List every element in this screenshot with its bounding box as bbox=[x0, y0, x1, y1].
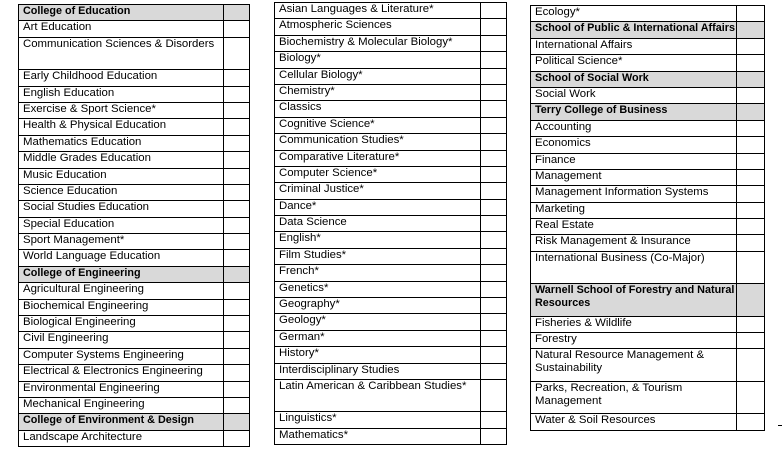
table-row bbox=[275, 379, 507, 411]
checkbox-cell[interactable] bbox=[224, 283, 250, 299]
checkbox-cell[interactable] bbox=[481, 101, 507, 117]
major-name: Water & Soil Resources bbox=[531, 414, 737, 430]
major-name: Political Science* bbox=[531, 55, 737, 71]
checkbox-cell[interactable] bbox=[481, 330, 507, 346]
table-row bbox=[19, 348, 250, 364]
table-row bbox=[531, 120, 765, 136]
checkbox-cell[interactable] bbox=[481, 68, 507, 84]
section-header-row bbox=[19, 5, 250, 21]
table-row bbox=[275, 199, 507, 215]
table-row bbox=[275, 68, 507, 84]
major-name: Mathematics Education bbox=[19, 135, 224, 151]
checkbox-cell[interactable] bbox=[737, 120, 765, 136]
table-row bbox=[19, 299, 250, 315]
table-row bbox=[531, 153, 765, 169]
major-name: Fisheries & Wildlife bbox=[531, 316, 737, 332]
major-name: Classics bbox=[275, 101, 481, 117]
table-row bbox=[19, 332, 250, 348]
checkbox-cell[interactable] bbox=[481, 3, 507, 19]
checkbox-cell bbox=[224, 5, 250, 21]
checkbox-cell[interactable] bbox=[224, 348, 250, 364]
checkbox-cell[interactable] bbox=[224, 102, 250, 118]
checkbox-cell bbox=[737, 22, 765, 38]
checkbox-cell[interactable] bbox=[224, 152, 250, 168]
checkbox-cell[interactable] bbox=[481, 35, 507, 51]
checkbox-cell bbox=[737, 104, 765, 120]
table-row bbox=[19, 250, 250, 266]
table-row bbox=[19, 184, 250, 200]
table-row bbox=[531, 235, 765, 251]
checkbox-cell bbox=[737, 284, 765, 316]
major-name: Environmental Engineering bbox=[19, 381, 224, 397]
major-name: Communication Studies* bbox=[275, 134, 481, 150]
checkbox-cell bbox=[224, 414, 250, 430]
table-row bbox=[531, 219, 765, 235]
table-row bbox=[19, 37, 250, 69]
checkbox-cell[interactable] bbox=[224, 316, 250, 332]
checkbox-cell[interactable] bbox=[481, 298, 507, 314]
section-header-row bbox=[531, 104, 765, 120]
checkbox-cell[interactable] bbox=[224, 184, 250, 200]
majors-table-2 bbox=[274, 2, 507, 445]
table-row bbox=[531, 169, 765, 185]
major-name: Cellular Biology* bbox=[275, 68, 481, 84]
major-name: Accounting bbox=[531, 120, 737, 136]
table-row bbox=[275, 232, 507, 248]
table-row bbox=[531, 87, 765, 103]
checkbox-cell[interactable] bbox=[737, 38, 765, 54]
major-name: Middle Grades Education bbox=[19, 152, 224, 168]
major-name: Ecology* bbox=[531, 6, 737, 22]
table-row bbox=[531, 6, 765, 22]
checkbox-cell[interactable] bbox=[224, 381, 250, 397]
checkbox-cell[interactable] bbox=[481, 248, 507, 264]
major-name: International Affairs bbox=[531, 38, 737, 54]
table-row bbox=[275, 150, 507, 166]
table-row bbox=[531, 414, 765, 430]
section-header: Terry College of Business bbox=[531, 104, 737, 120]
checkbox-cell bbox=[224, 266, 250, 282]
majors-table-3 bbox=[530, 5, 765, 431]
table-row bbox=[19, 365, 250, 381]
table-row bbox=[531, 55, 765, 71]
major-name: History* bbox=[275, 347, 481, 363]
table-row bbox=[19, 381, 250, 397]
majors-table-1 bbox=[18, 4, 250, 447]
table-row bbox=[19, 119, 250, 135]
checkbox-cell[interactable] bbox=[481, 265, 507, 281]
checkbox-cell[interactable] bbox=[737, 381, 765, 413]
checkbox-cell[interactable] bbox=[481, 166, 507, 182]
major-name: Marketing bbox=[531, 202, 737, 218]
table-row bbox=[19, 70, 250, 86]
table-row bbox=[275, 363, 507, 379]
major-name: Interdisciplinary Studies bbox=[275, 363, 481, 379]
table-row bbox=[275, 52, 507, 68]
checkbox-cell[interactable] bbox=[224, 201, 250, 217]
major-name: Social Studies Education bbox=[19, 201, 224, 217]
table-row bbox=[275, 314, 507, 330]
major-name: Comparative Literature* bbox=[275, 150, 481, 166]
table-row bbox=[19, 152, 250, 168]
major-name: Biochemistry & Molecular Biology* bbox=[275, 35, 481, 51]
checkbox-cell[interactable] bbox=[737, 137, 765, 153]
major-name: Health & Physical Education bbox=[19, 119, 224, 135]
major-name: Forestry bbox=[531, 333, 737, 349]
section-header-row bbox=[19, 266, 250, 282]
major-name: Electrical & Electronics Engineering bbox=[19, 365, 224, 381]
major-name: Linguistics* bbox=[275, 412, 481, 428]
major-name: Natural Resource Management & Sustainability bbox=[531, 349, 737, 381]
checkbox-cell[interactable] bbox=[481, 199, 507, 215]
table-row bbox=[275, 134, 507, 150]
major-name: Biology* bbox=[275, 52, 481, 68]
major-name: Management Information Systems bbox=[531, 186, 737, 202]
section-header: School of Public & International Affairs bbox=[531, 22, 737, 38]
major-name: Criminal Justice* bbox=[275, 183, 481, 199]
checkbox-cell[interactable] bbox=[481, 183, 507, 199]
major-name: Exercise & Sport Science* bbox=[19, 102, 224, 118]
column-3 bbox=[530, 5, 765, 431]
checkbox-cell[interactable] bbox=[481, 19, 507, 35]
section-header: Warnell School of Forestry and Natural Resources bbox=[531, 284, 737, 316]
table-row bbox=[275, 166, 507, 182]
checkbox-cell[interactable] bbox=[224, 430, 250, 446]
table-row bbox=[275, 101, 507, 117]
major-name: Landscape Architecture bbox=[19, 430, 224, 446]
checkbox-cell[interactable] bbox=[481, 379, 507, 411]
checkbox-cell[interactable] bbox=[224, 365, 250, 381]
table-row bbox=[19, 86, 250, 102]
table-row bbox=[275, 347, 507, 363]
major-name: Geography* bbox=[275, 298, 481, 314]
checkbox-cell[interactable] bbox=[481, 412, 507, 428]
major-name: Atmospheric Sciences bbox=[275, 19, 481, 35]
major-name: German* bbox=[275, 330, 481, 346]
table-row bbox=[19, 168, 250, 184]
checkbox-cell[interactable] bbox=[224, 217, 250, 233]
checkbox-cell[interactable] bbox=[224, 135, 250, 151]
table-row bbox=[275, 248, 507, 264]
table-row bbox=[275, 19, 507, 35]
major-name: Mathematics* bbox=[275, 428, 481, 444]
major-name: Cognitive Science* bbox=[275, 117, 481, 133]
major-name: Asian Languages & Literature* bbox=[275, 3, 481, 19]
table-row bbox=[19, 234, 250, 250]
checkbox-cell[interactable] bbox=[481, 281, 507, 297]
checkbox-cell[interactable] bbox=[737, 202, 765, 218]
section-header: College of Engineering bbox=[19, 266, 224, 282]
major-name: Early Childhood Education bbox=[19, 70, 224, 86]
major-name: Computer Science* bbox=[275, 166, 481, 182]
checkbox-cell[interactable] bbox=[224, 119, 250, 135]
table-row bbox=[275, 117, 507, 133]
table-row bbox=[19, 316, 250, 332]
section-header: School of Social Work bbox=[531, 71, 737, 87]
section-header: College of Environment & Design bbox=[19, 414, 224, 430]
checkbox-cell[interactable] bbox=[481, 428, 507, 444]
column-1 bbox=[18, 4, 250, 447]
major-name: Computer Systems Engineering bbox=[19, 348, 224, 364]
checkbox-cell[interactable] bbox=[737, 186, 765, 202]
checkbox-cell[interactable] bbox=[481, 150, 507, 166]
major-name: Chemistry* bbox=[275, 84, 481, 100]
table-row bbox=[19, 21, 250, 37]
table-row bbox=[275, 281, 507, 297]
major-name: Film Studies* bbox=[275, 248, 481, 264]
major-name: Risk Management & Insurance bbox=[531, 235, 737, 251]
checkbox-cell[interactable] bbox=[224, 234, 250, 250]
checkbox-cell[interactable] bbox=[481, 134, 507, 150]
table-row bbox=[531, 333, 765, 349]
major-name: Mechanical Engineering bbox=[19, 397, 224, 413]
major-name: English* bbox=[275, 232, 481, 248]
section-header-row bbox=[531, 22, 765, 38]
checkbox-cell[interactable] bbox=[224, 332, 250, 348]
checkbox-cell[interactable] bbox=[737, 333, 765, 349]
major-name: Genetics* bbox=[275, 281, 481, 297]
major-name: French* bbox=[275, 265, 481, 281]
table-row bbox=[275, 412, 507, 428]
major-name: Parks, Recreation, & Tourism Management bbox=[531, 381, 737, 413]
major-name: Art Education bbox=[19, 21, 224, 37]
table-row bbox=[275, 84, 507, 100]
major-name: Science Education bbox=[19, 184, 224, 200]
table-row bbox=[531, 251, 765, 283]
major-name: Latin American & Caribbean Studies* bbox=[275, 379, 481, 411]
checkbox-cell[interactable] bbox=[737, 87, 765, 103]
major-name: Dance* bbox=[275, 199, 481, 215]
page-mark bbox=[778, 425, 782, 426]
checkbox-cell[interactable] bbox=[481, 52, 507, 68]
column-2 bbox=[274, 2, 507, 445]
major-name: Biochemical Engineering bbox=[19, 299, 224, 315]
checkbox-cell[interactable] bbox=[224, 21, 250, 37]
checkbox-cell[interactable] bbox=[224, 37, 250, 69]
checkbox-cell[interactable] bbox=[481, 84, 507, 100]
table-row bbox=[19, 102, 250, 118]
table-row bbox=[19, 397, 250, 413]
major-name: Civil Engineering bbox=[19, 332, 224, 348]
table-row bbox=[531, 202, 765, 218]
major-name: Biological Engineering bbox=[19, 316, 224, 332]
checkbox-cell[interactable] bbox=[481, 363, 507, 379]
major-name: Data Science bbox=[275, 216, 481, 232]
table-row bbox=[531, 38, 765, 54]
table-row bbox=[19, 283, 250, 299]
table-row bbox=[531, 316, 765, 332]
checkbox-cell[interactable] bbox=[481, 232, 507, 248]
major-name: English Education bbox=[19, 86, 224, 102]
major-name: World Language Education bbox=[19, 250, 224, 266]
checkbox-cell[interactable] bbox=[224, 250, 250, 266]
table-row bbox=[275, 330, 507, 346]
table-row bbox=[19, 217, 250, 233]
table-row bbox=[275, 265, 507, 281]
table-row bbox=[531, 186, 765, 202]
major-name: Sport Management* bbox=[19, 234, 224, 250]
major-name: Music Education bbox=[19, 168, 224, 184]
table-row bbox=[275, 35, 507, 51]
checkbox-cell[interactable] bbox=[481, 314, 507, 330]
checkbox-cell[interactable] bbox=[481, 117, 507, 133]
table-row bbox=[531, 137, 765, 153]
major-name: Finance bbox=[531, 153, 737, 169]
major-name: Geology* bbox=[275, 314, 481, 330]
checkbox-cell[interactable] bbox=[737, 219, 765, 235]
table-row bbox=[275, 3, 507, 19]
checkbox-cell[interactable] bbox=[737, 153, 765, 169]
major-name: Real Estate bbox=[531, 219, 737, 235]
major-name: Communication Sciences & Disorders bbox=[19, 37, 224, 69]
table-row bbox=[275, 216, 507, 232]
checkbox-cell[interactable] bbox=[737, 251, 765, 283]
checkbox-cell[interactable] bbox=[737, 235, 765, 251]
checkbox-cell[interactable] bbox=[737, 6, 765, 22]
section-header: College of Education bbox=[19, 5, 224, 21]
checkbox-cell[interactable] bbox=[481, 216, 507, 232]
checkbox-cell[interactable] bbox=[737, 349, 765, 381]
section-header-row bbox=[19, 414, 250, 430]
table-row bbox=[19, 135, 250, 151]
section-header-row bbox=[531, 284, 765, 316]
checkbox-cell[interactable] bbox=[737, 55, 765, 71]
checkbox-cell[interactable] bbox=[481, 347, 507, 363]
table-row bbox=[531, 381, 765, 413]
checkbox-cell bbox=[737, 71, 765, 87]
major-name: Economics bbox=[531, 137, 737, 153]
checkbox-cell[interactable] bbox=[224, 86, 250, 102]
table-row bbox=[275, 183, 507, 199]
checkbox-cell[interactable] bbox=[737, 414, 765, 430]
table-row bbox=[275, 298, 507, 314]
major-name: Social Work bbox=[531, 87, 737, 103]
table-row bbox=[531, 349, 765, 381]
section-header-row bbox=[531, 71, 765, 87]
major-name: International Business (Co-Major) bbox=[531, 251, 737, 283]
major-name: Special Education bbox=[19, 217, 224, 233]
checkbox-cell[interactable] bbox=[224, 299, 250, 315]
checkbox-cell[interactable] bbox=[224, 397, 250, 413]
checkbox-cell[interactable] bbox=[737, 169, 765, 185]
major-name: Management bbox=[531, 169, 737, 185]
checkbox-cell[interactable] bbox=[224, 70, 250, 86]
table-row bbox=[19, 430, 250, 446]
table-row bbox=[275, 428, 507, 444]
checkbox-cell[interactable] bbox=[224, 168, 250, 184]
table-row bbox=[19, 201, 250, 217]
checkbox-cell[interactable] bbox=[737, 316, 765, 332]
major-name: Agricultural Engineering bbox=[19, 283, 224, 299]
